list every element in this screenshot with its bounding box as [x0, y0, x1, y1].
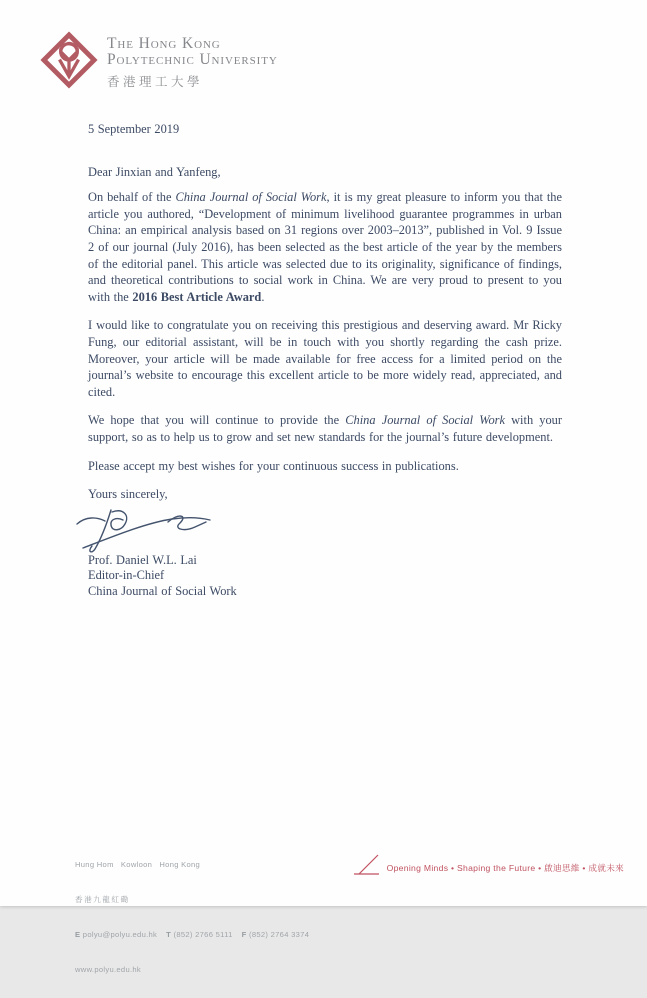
footer-contact-line	[75, 929, 318, 941]
tel-value: (852) 2766 5111	[173, 929, 233, 939]
email-label: E	[75, 929, 81, 939]
paragraph-future-support: We hope that you will continue to provide the China Journal of Social Work with your support, so as to help us to grow and set new standards for the journal’s future development.	[88, 413, 562, 444]
paragraph-congratulations: I would like to congratulate you on receiving this prestigious and deserving award. Mr Ricky Fung, our editorial assistant, will be in touch with you shortly regarding the cash prize. Moreover, your article will be made available for free access for a limited period on the journal’s website to encourage this excellent article to be more widely read, appreciated, and cited.	[88, 318, 562, 399]
handwritten-signature	[74, 505, 224, 555]
university-name-line1: The Hong Kong	[107, 35, 221, 52]
footer-address-block	[75, 836, 318, 998]
fax-value: (852) 2764 3374	[248, 929, 310, 939]
polyu-logo-icon	[40, 31, 98, 89]
signer-info	[88, 553, 562, 600]
signature-block	[88, 505, 562, 553]
email-value: polyu@polyu.edu.hk	[82, 929, 158, 939]
signer-name: Prof. Daniel W.L. Lai	[88, 552, 197, 567]
slash-icon	[352, 853, 380, 877]
letter-date: 5 September 2019	[88, 122, 180, 136]
footer-address-zh: 香港九龍紅磡	[75, 894, 130, 904]
closing: Yours sincerely,	[88, 487, 168, 502]
tel-label: T	[166, 929, 172, 939]
salutation: Dear Jinxian and Yanfeng,	[88, 164, 221, 179]
letter-body	[88, 121, 562, 600]
paragraph-best-wishes: Please accept my best wishes for your continuous success in publications.	[88, 458, 459, 473]
signer-organization: China Journal of Social Work	[88, 584, 237, 599]
footer-tagline: Opening Minds • Shaping the Future • 啟迪思維 • 成就未來	[386, 863, 624, 873]
footer-tagline-block	[352, 853, 624, 877]
footer-address-en: Hung Hom Kowloon Hong Kong	[75, 860, 201, 870]
fax-label: F	[241, 929, 247, 939]
paragraph-award-announcement: On behalf of the China Journal of Social Work, it is my great pleasure to inform you that the article you authored, “Development of minimum livelihood guarantee programmes in urban China: an empirical analysis based on 31 regions over 2003–2013”, published in Vol. 9 Issue 2 of our journal (July 2016), has been selected as the best article of the year by the members of the editorial panel. This article was selected due to its originality, significance of findings, and theoretical contributions to social work in China. We are very proud to present to you with the 2016 Best Article Award.	[88, 190, 563, 304]
signer-title: Editor-in-Chief	[88, 568, 165, 583]
university-name-chinese: 香港理工大學	[107, 75, 204, 89]
university-name-block	[107, 31, 278, 90]
university-name-line2: Polytechnic University	[107, 51, 278, 68]
footer-website: www.polyu.edu.hk	[75, 964, 142, 974]
letterhead	[40, 31, 278, 90]
